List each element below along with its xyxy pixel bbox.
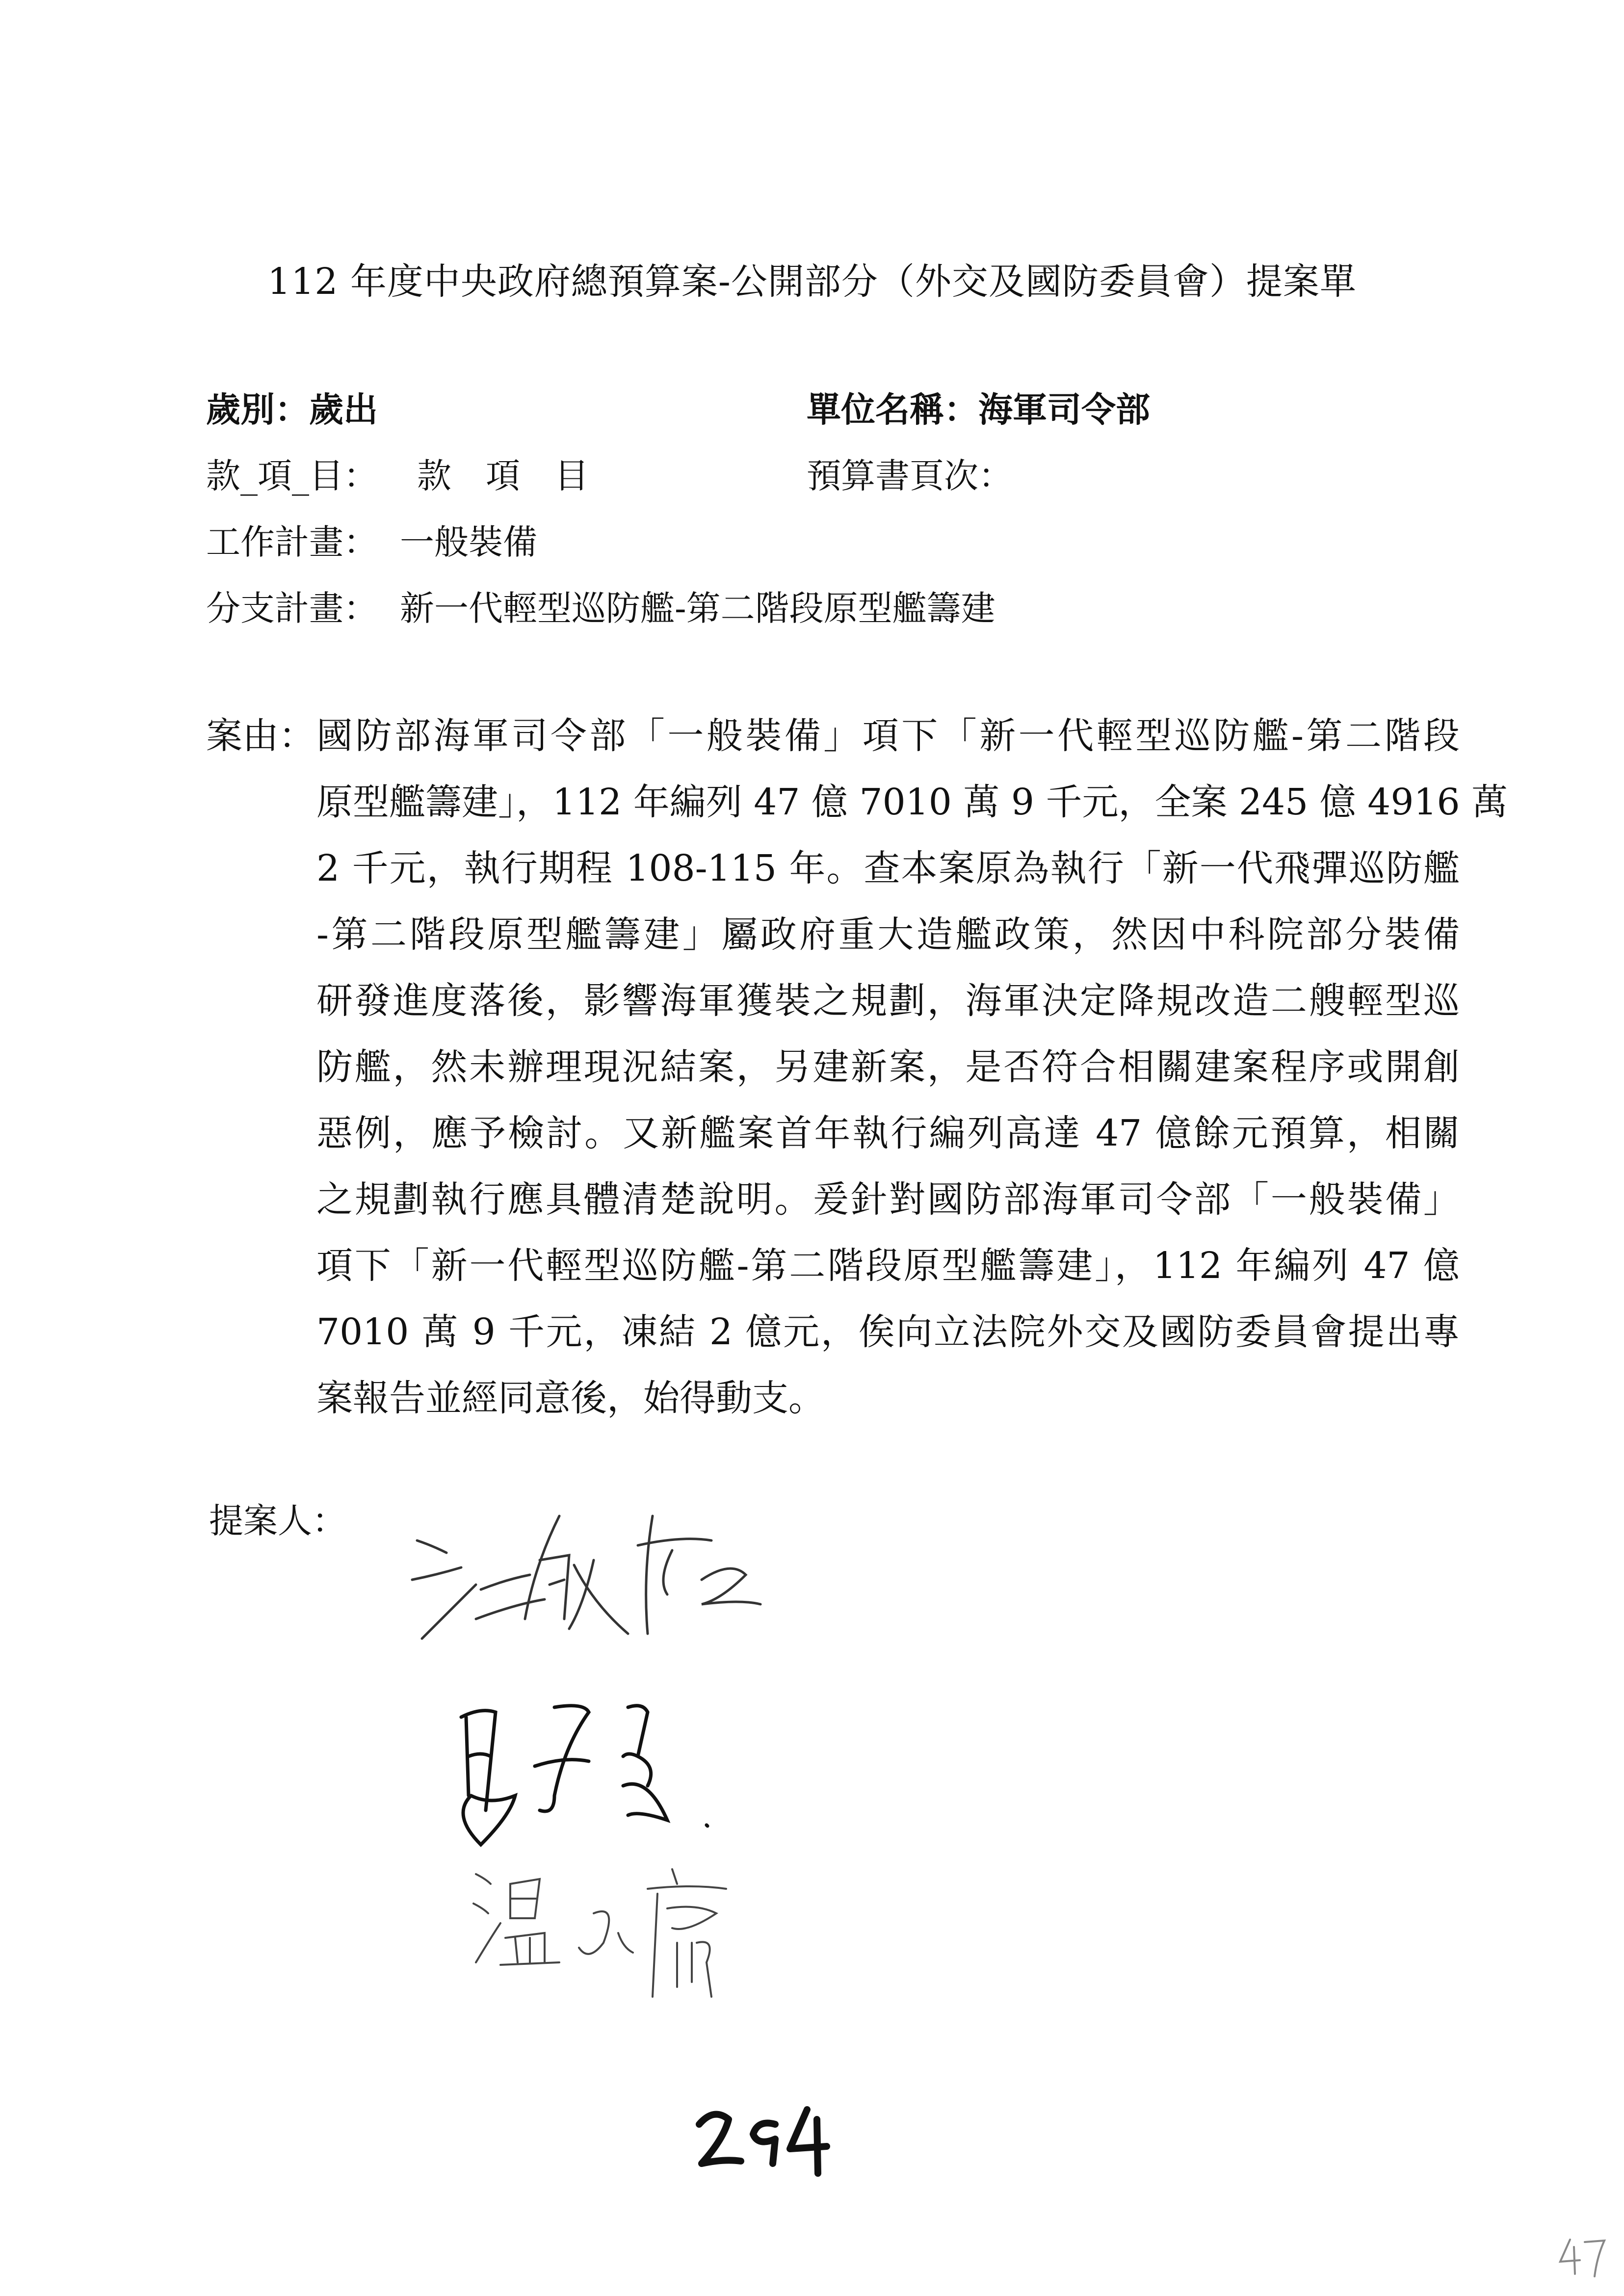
- signature-2: [442, 1697, 756, 1850]
- reason-line: 研發進度落後，影響海軍獲裝之規劃，海軍決定降規改造二艘輕型巡: [316, 980, 1460, 1022]
- unit-label: 單位名稱：海軍司令部: [807, 389, 1150, 430]
- reason-label: 案由：: [206, 715, 315, 757]
- item-label: 款_項_目：: [206, 456, 378, 496]
- page-number: [1555, 2235, 1609, 2279]
- work-plan-label: 工作計畫：: [206, 522, 378, 562]
- reason-line: 惡例，應予檢討。又新艦案首年執行編列高達 47 億餘元預算，相關: [316, 1112, 1460, 1154]
- sub-plan-label: 分支計畫：: [206, 588, 378, 628]
- reason-line: 之規劃執行應具體清楚說明。爰針對國防部海軍司令部「一般裝備」: [316, 1178, 1460, 1221]
- document-title: 112 年度中央政府總預算案-公開部分（外交及國防委員會）提案單: [267, 261, 1357, 303]
- item-value: 款 項 目: [417, 456, 589, 496]
- reason-line: 原型艦籌建」，112 年編列 47 億 7010 萬 9 千元，全案 245 億 4916 萬: [316, 781, 1508, 823]
- budget-page-label: 預算書頁次：: [807, 456, 1013, 496]
- signature-3: [471, 1864, 756, 2007]
- reason-line: 7010 萬 9 千元，凍結 2 億元，俟向立法院外交及國防委員會提出專: [316, 1311, 1460, 1353]
- reason-line: 2 千元，執行期程 108-115 年。查本案原為執行「新一代飛彈巡防艦: [316, 847, 1460, 889]
- sub-plan-value: 新一代輕型巡防艦-第二階段原型艦籌建: [400, 588, 995, 628]
- reason-line: 防艦，然未辦理現況結案，另建新案，是否符合相關建案程序或開創: [316, 1046, 1460, 1088]
- reason-line: 項下「新一代輕型巡防艦-第二階段原型艦籌建」，112 年編列 47 億: [316, 1245, 1460, 1287]
- category-label: 歲別：歲出: [206, 389, 378, 430]
- signature-1: [407, 1506, 785, 1648]
- work-plan-value: 一般裝備: [400, 522, 537, 562]
- handwritten-number-294: [689, 2100, 841, 2178]
- reason-line: 案報告並經同意後，始得動支。: [316, 1377, 825, 1419]
- reason-line: -第二階段原型艦籌建」屬政府重大造艦政策，然因中科院部分裝備: [316, 913, 1460, 956]
- proposer-label: 提案人：: [209, 1501, 346, 1541]
- reason-line: 國防部海軍司令部「一般裝備」項下「新一代輕型巡防艦-第二階段: [316, 715, 1460, 757]
